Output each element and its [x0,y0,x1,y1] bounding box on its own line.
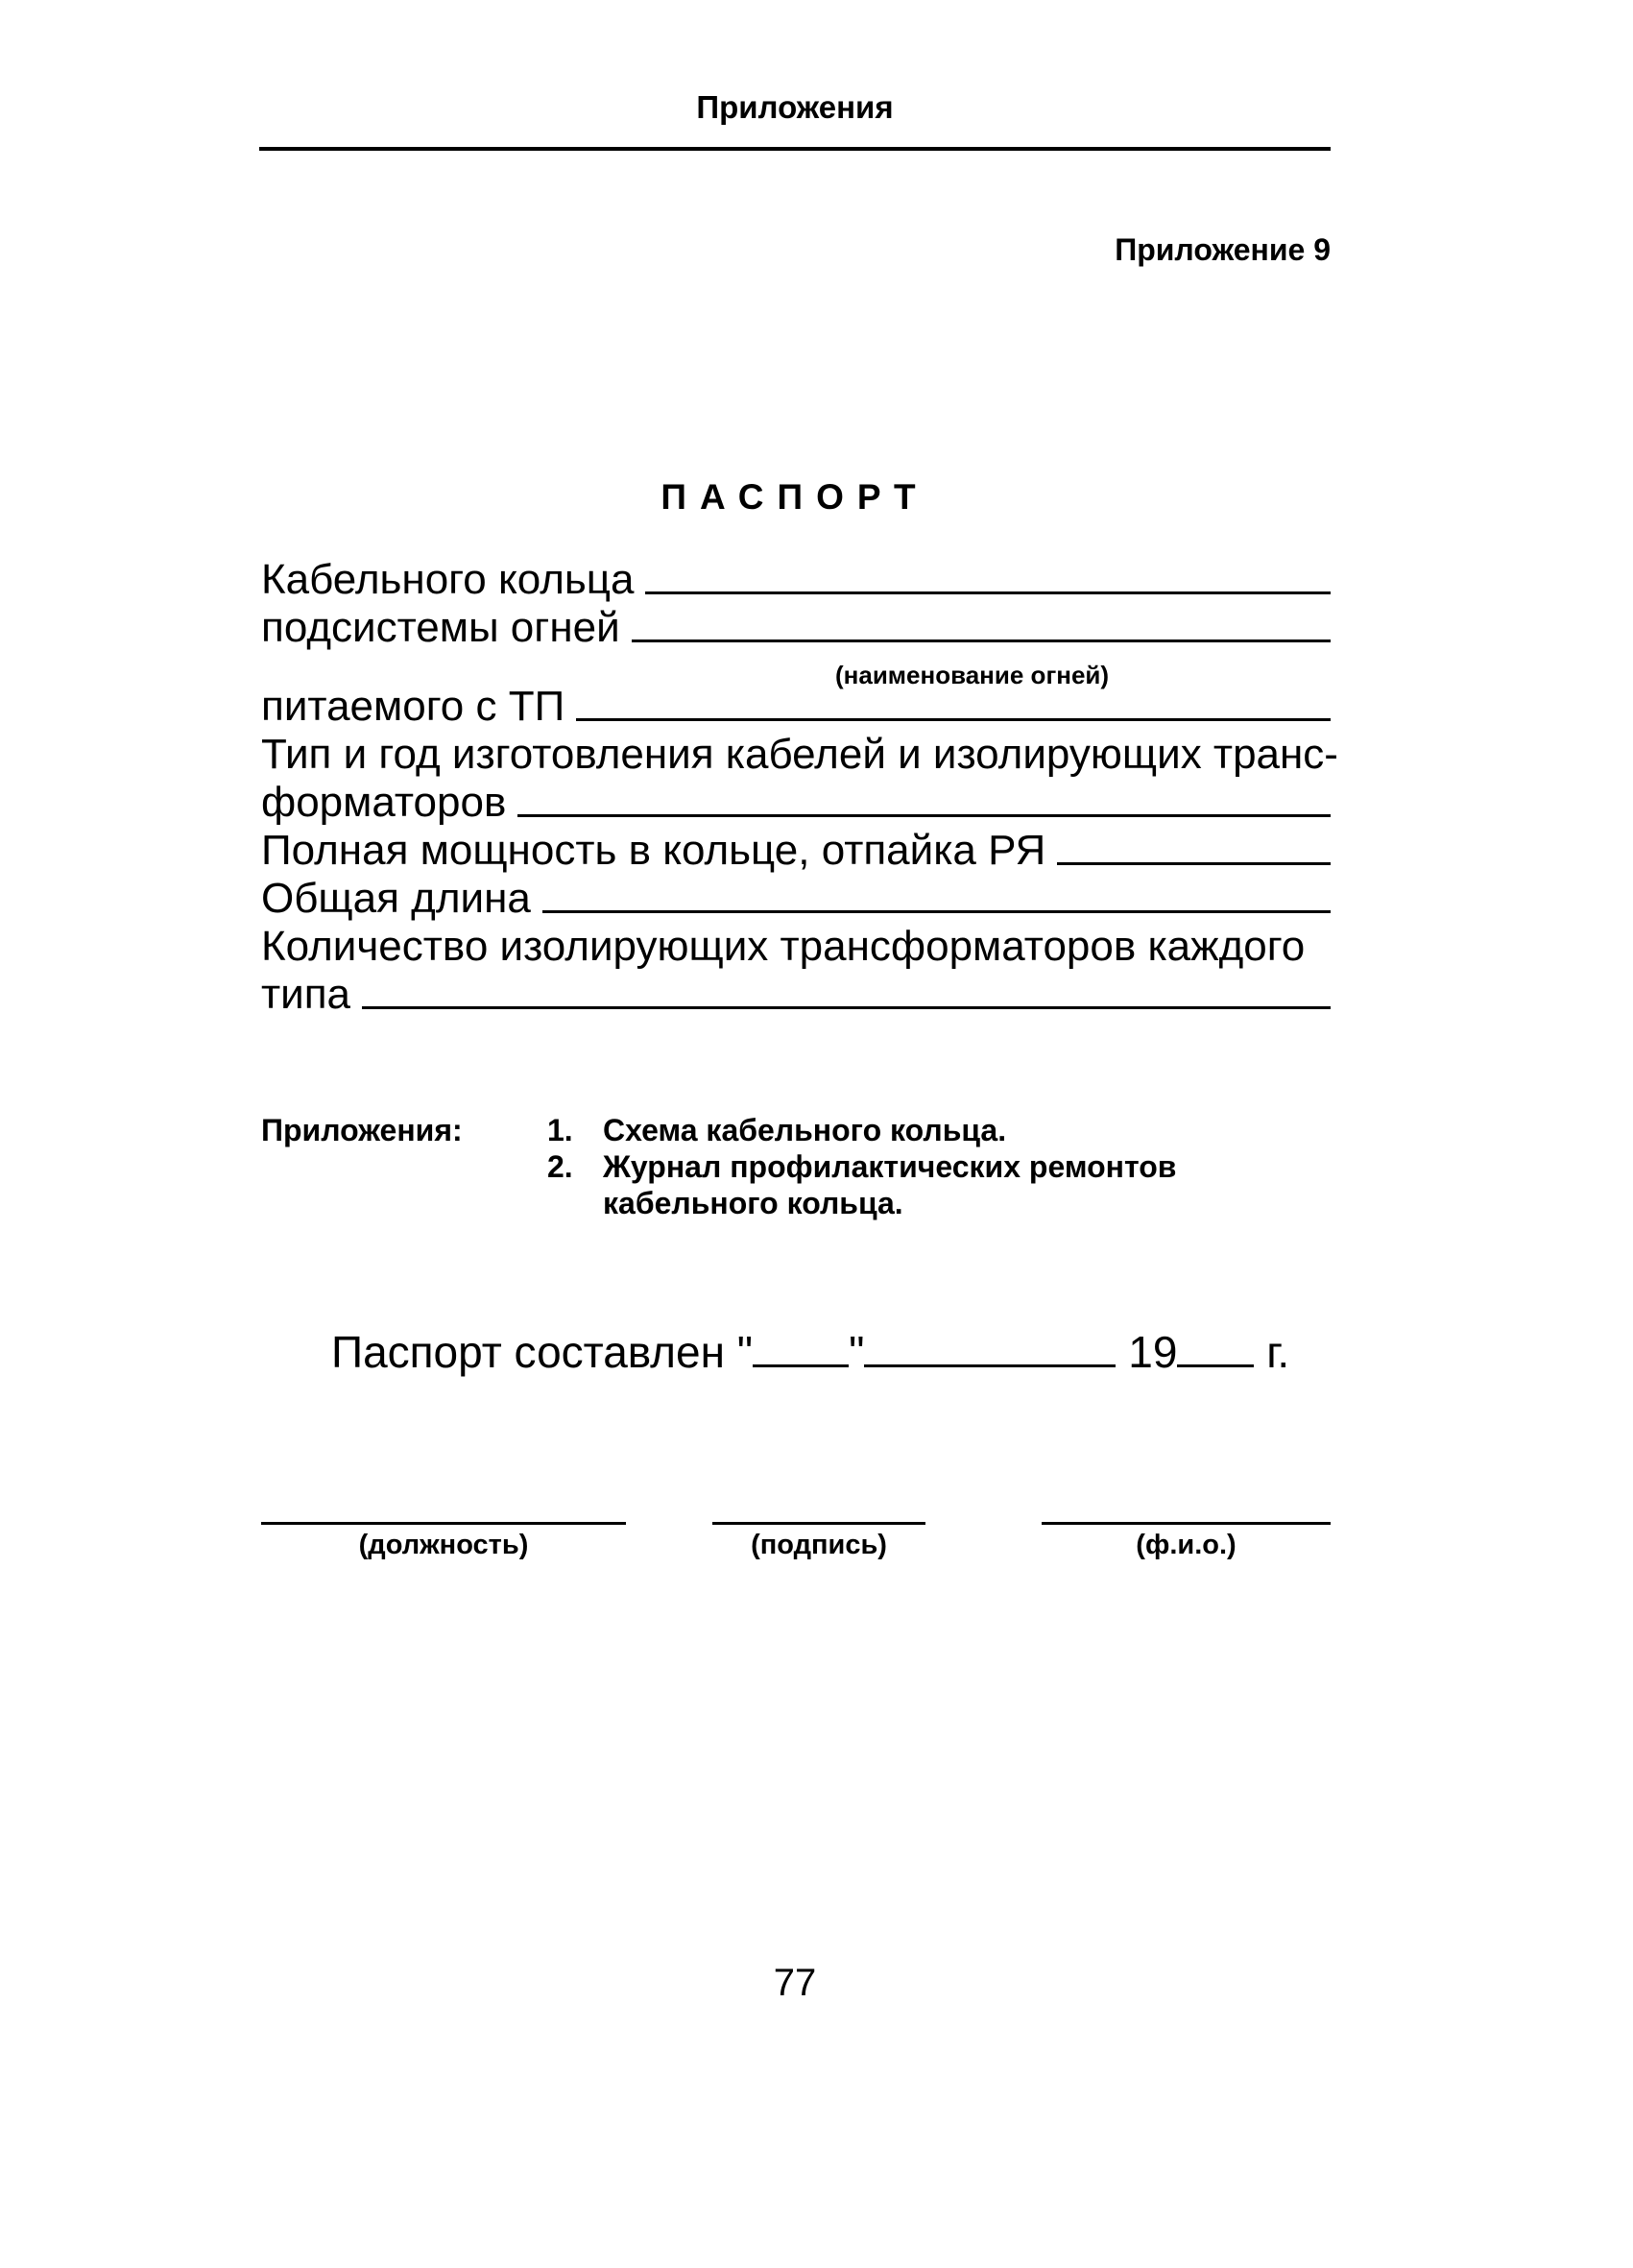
attachment-item [547,1148,1248,1221]
field-total-power-label: Полная мощность в кольце, отпайка РЯ [261,827,1046,874]
field-transformer-count-label-line2: типа [261,971,351,1018]
attachment-item-number: 1. [547,1113,573,1147]
field-cable-ring-label: Кабельного кольца [261,556,635,603]
signature-name-line[interactable] [1042,1522,1331,1525]
field-total-length-label: Общая длина [261,875,531,922]
date-month-blank[interactable] [864,1330,1116,1367]
attachment-item-text: Схема кабельного кольца. [603,1113,1007,1147]
signature-name-caption: (ф.и.о.) [1136,1530,1237,1560]
attachments-label: Приложения: [261,1113,463,1147]
attachment-item [547,1112,1315,1148]
field-type-year-label-line1: Тип и год изготовления кабелей и изолирующих транс- [261,731,1338,778]
field-light-subsystem-blank[interactable] [632,639,1331,642]
compiled-date-quote: " [849,1327,865,1377]
field-total-length [261,876,1331,922]
attachment-item-text: Журнал профилактических ремонтов кабельного кольца. [603,1149,1177,1220]
field-light-subsystem [261,605,1331,651]
field-transformer-count-label-line1: Количество изолирующих трансформаторов каждого [261,923,1306,970]
date-year-blank[interactable] [1177,1330,1254,1367]
header-rule [259,147,1331,151]
field-total-length-blank[interactable] [542,910,1331,913]
date-day-blank[interactable] [753,1330,849,1367]
field-cable-ring-blank[interactable] [645,591,1331,594]
field-total-power-blank[interactable] [1057,862,1331,865]
field-type-year [261,780,1331,826]
field-fed-from-tp-blank[interactable] [576,718,1331,721]
signature-sign-line[interactable] [712,1522,925,1525]
field-light-subsystem-hint: (наименование огней) [835,661,1110,689]
appendix-number: Приложение 9 [1115,232,1331,267]
field-type-year-label-line2: форматоров [261,779,507,826]
signature-position-caption: (должность) [358,1530,529,1560]
field-transformer-count-blank[interactable] [362,1006,1331,1009]
field-fed-from-tp-label: питаемого с ТП [261,683,565,730]
field-transformer-count [261,972,1331,1018]
compiled-date-suffix: г. [1266,1327,1290,1377]
field-cable-ring [261,557,1331,603]
field-type-year-blank[interactable] [517,814,1331,817]
compiled-date-line [331,1327,1289,1377]
field-total-power [261,828,1331,874]
compiled-date-prefix: Паспорт составлен " [331,1327,754,1377]
attachment-item-number: 2. [547,1149,573,1184]
running-head: Приложения [696,89,894,125]
compiled-date-year-prefix: 19 [1128,1327,1178,1377]
signature-sign-caption: (подпись) [751,1530,887,1560]
field-light-subsystem-label: подсистемы огней [261,604,620,651]
signature-position-line[interactable] [261,1522,626,1525]
page-number: 77 [773,1962,817,2004]
field-fed-from-tp [261,684,1331,730]
document-title: ПАСПОРТ [660,477,929,517]
